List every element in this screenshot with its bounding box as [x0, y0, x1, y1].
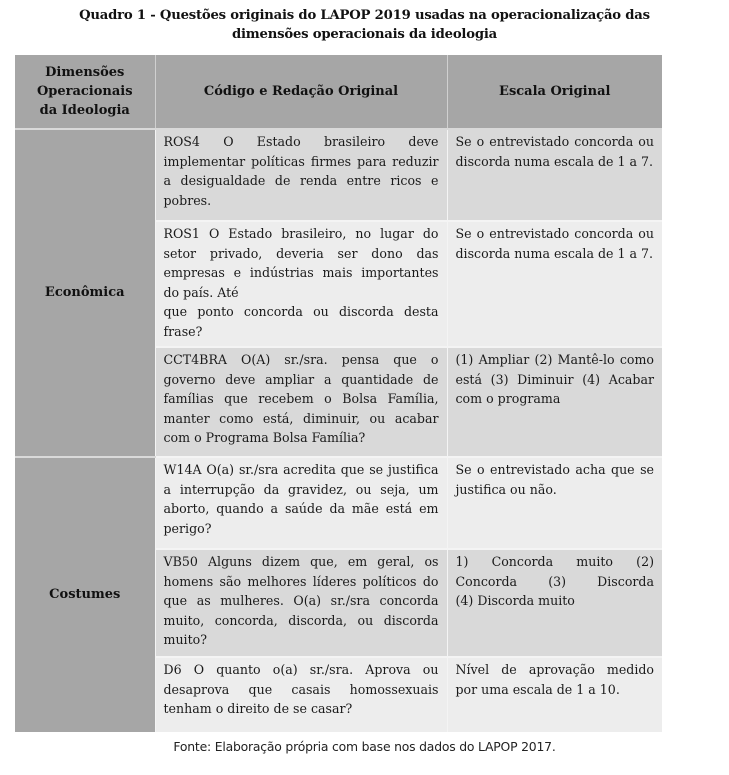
scale-cell: Nível de aprovação medido por uma escala de 1 a 10.	[447, 657, 662, 732]
questions-table	[15, 55, 662, 732]
dimension-cell-economica: Econômica	[15, 129, 155, 457]
header-dimension	[15, 55, 155, 129]
table-title	[0, 6, 729, 44]
scale-cell: Se o entrevistado concorda ou discorda numa escala de 1 a 7.	[447, 129, 662, 221]
header-question: Código e Redação Original	[155, 55, 447, 129]
scale-cell: Se o entrevistado acha que se justifica ou não.	[447, 457, 662, 549]
header-dimension-line: da Ideologia	[39, 103, 130, 118]
table-title-line-1: Quadro 1 - Questões originais do LAPOP 2019 usadas na operacionalização das	[79, 8, 650, 23]
question-cell: D6 O quanto o(a) sr./sra. Aprova ou desaprova que casais homossexuais tenham o direito de se casar?	[155, 657, 447, 732]
table-row	[15, 457, 662, 549]
scale-text: 1) Concorda muito (2) Concorda (3) Discorda	[455, 554, 654, 589]
source-caption: Fonte: Elaboração própria com base nos dados do LAPOP 2017.	[173, 739, 556, 754]
header-dimension-line: Operacionais	[36, 84, 133, 99]
header-row	[15, 55, 662, 129]
question-cell: ROS4 O Estado brasileiro deve implementar políticas firmes para reduzir a desigualdade de renda entre ricos e pobres.	[155, 129, 447, 221]
question-cell: W14A O(a) sr./sra acredita que se justifica a interrupção da gravidez, ou seja, um aborto, quando a saúde da mãe está em perigo?	[155, 457, 447, 549]
scale-text: (4) Discorda muito	[455, 593, 575, 609]
header-scale: Escala Original	[447, 55, 662, 129]
question-cell	[155, 221, 447, 347]
dimension-cell-costumes: Costumes	[15, 457, 155, 732]
question-text: que ponto concorda ou discorda desta frase?	[163, 304, 439, 339]
question-cell: CCT4BRA O(A) sr./sra. pensa que o governo deve ampliar a quantidade de famílias que recebem o Bolsa Família, manter como está, diminuir, ou acabar com o Programa Bolsa Família?	[155, 347, 447, 457]
header-dimension-line: Dimensões	[45, 65, 125, 80]
question-text: ROS1 O Estado brasileiro, no lugar do setor privado, deveria ser dono das empresas e indústrias mais importantes do país. Até	[163, 226, 439, 300]
table-title-line-2: dimensões operacionais da ideologia	[231, 27, 498, 42]
table-row	[15, 129, 662, 221]
scale-cell: Se o entrevistado concorda ou discorda numa escala de 1 a 7.	[447, 221, 662, 347]
scale-cell	[447, 549, 662, 657]
scale-cell: (1) Ampliar (2) Mantê-lo como está (3) Diminuir (4) Acabar com o programa	[447, 347, 662, 457]
question-cell: VB50 Alguns dizem que, em geral, os homens são melhores líderes políticos do que as mulheres. O(a) sr./sra concorda muito, concorda, discorda, ou discorda muito?	[155, 549, 447, 657]
